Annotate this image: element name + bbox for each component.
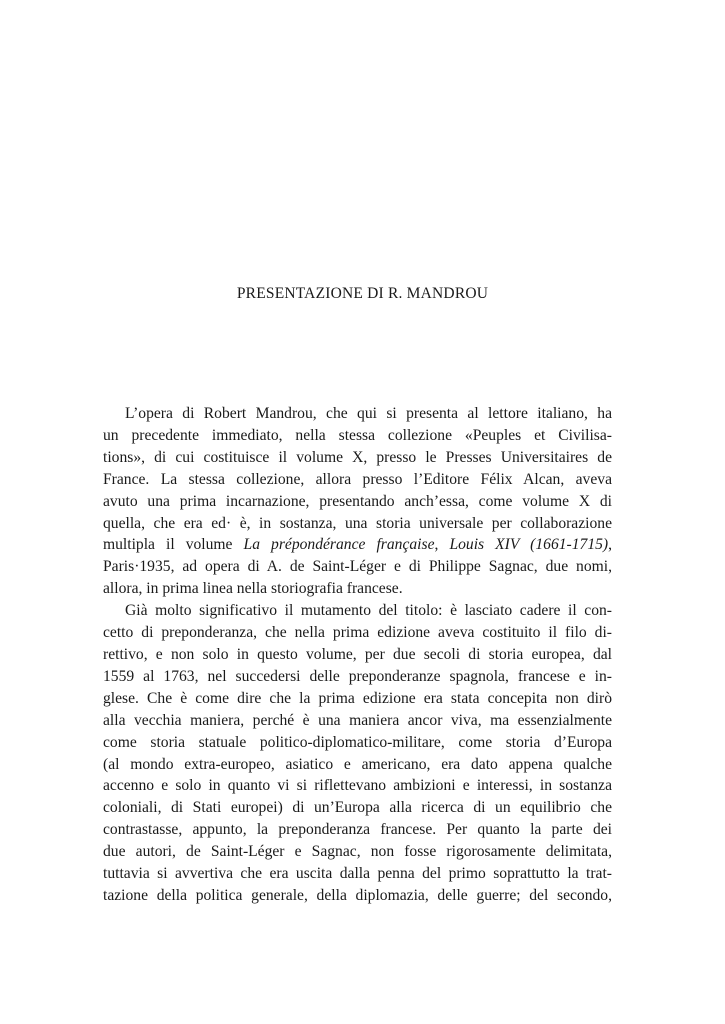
text-segment: ,: [434, 536, 450, 554]
text-line: due autori, de Saint-Léger e Sagnac, non fosse rigorosamente delimitata,: [103, 843, 612, 861]
text-segment: ,: [608, 536, 613, 554]
text-line: L’opera di Robert Mandrou, che qui si presenta al lettore italiano, ha: [125, 405, 612, 422]
text-line: coloniali, di Stati europei) di un’Europa alla ricerca di un equilibrio che: [103, 799, 612, 817]
paragraph-1: [103, 403, 612, 600]
text-line: (al mondo extra-europeo, asiatico e americano, era dato appena qualche: [103, 755, 612, 773]
text-line: tazione della politica generale, della diplomazia, delle guerre; del secondo,: [103, 886, 612, 904]
text-line: France. La stessa collezione, allora presso l’Editore Félix Alcan, aveva: [103, 470, 612, 488]
text-line: 1559 al 1763, nel succedersi delle preponderanze spagnola, francese e in-: [103, 667, 612, 685]
text-line: come storia statuale politico-diplomatico-militare, come storia d’Europa: [103, 733, 612, 751]
text-line: avuto una prima incarnazione, presentando anch’essa, come volume X di: [103, 492, 612, 510]
text-line: cetto di preponderanza, che nella prima edizione aveva costituito il filo di-: [103, 624, 612, 642]
text-line: quella, che era ed· è, in sostanza, una storia universale per collaborazione: [103, 514, 612, 532]
text-line: Già molto significativo il mutamento del titolo: è lasciato cadere il con-: [125, 602, 612, 620]
text-line: accenno e solo in quanto vi si riflettevano ambizioni e interessi, in sostanza: [103, 777, 612, 795]
text-line: glese. Che è come dire che la prima edizione era stata concepita non dirò: [103, 689, 612, 707]
text-segment: multipla il volume: [103, 536, 244, 554]
text-line: alla vecchia maniera, perché è una maniera ancor viva, ma essenzialmente: [103, 711, 612, 729]
text-line-with-italics: [103, 534, 612, 556]
text-line: rettivo, e non solo in questo volume, per due secoli di storia europea, dal: [103, 645, 612, 663]
text-line: Paris·1935, ad opera di A. de Saint-Léger e di Philippe Sagnac, due nomi,: [103, 558, 612, 576]
italic-book-title: La prépondérance française: [243, 536, 435, 554]
text-line: tions», di cui costituisce il volume X, presso le Presses Universitaires de: [103, 448, 612, 466]
text-line: allora, in prima linea nella storiografia francese.: [103, 580, 403, 598]
body-text: [103, 403, 612, 907]
italic-book-subtitle: Louis XIV (1661-1715): [449, 536, 609, 554]
text-line: contrastasse, appunto, la preponderanza francese. Per quanto la parte dei: [103, 821, 612, 839]
text-line: un precedente immediato, nella stessa collezione «Peuples et Civilisa-: [103, 426, 612, 444]
page-title: PRESENTAZIONE DI R. MANDROU: [236, 285, 489, 302]
paragraph-2: [103, 600, 612, 907]
text-line: tuttavia si avvertiva che era uscita dalla penna del primo soprattutto la trat-: [103, 865, 612, 883]
